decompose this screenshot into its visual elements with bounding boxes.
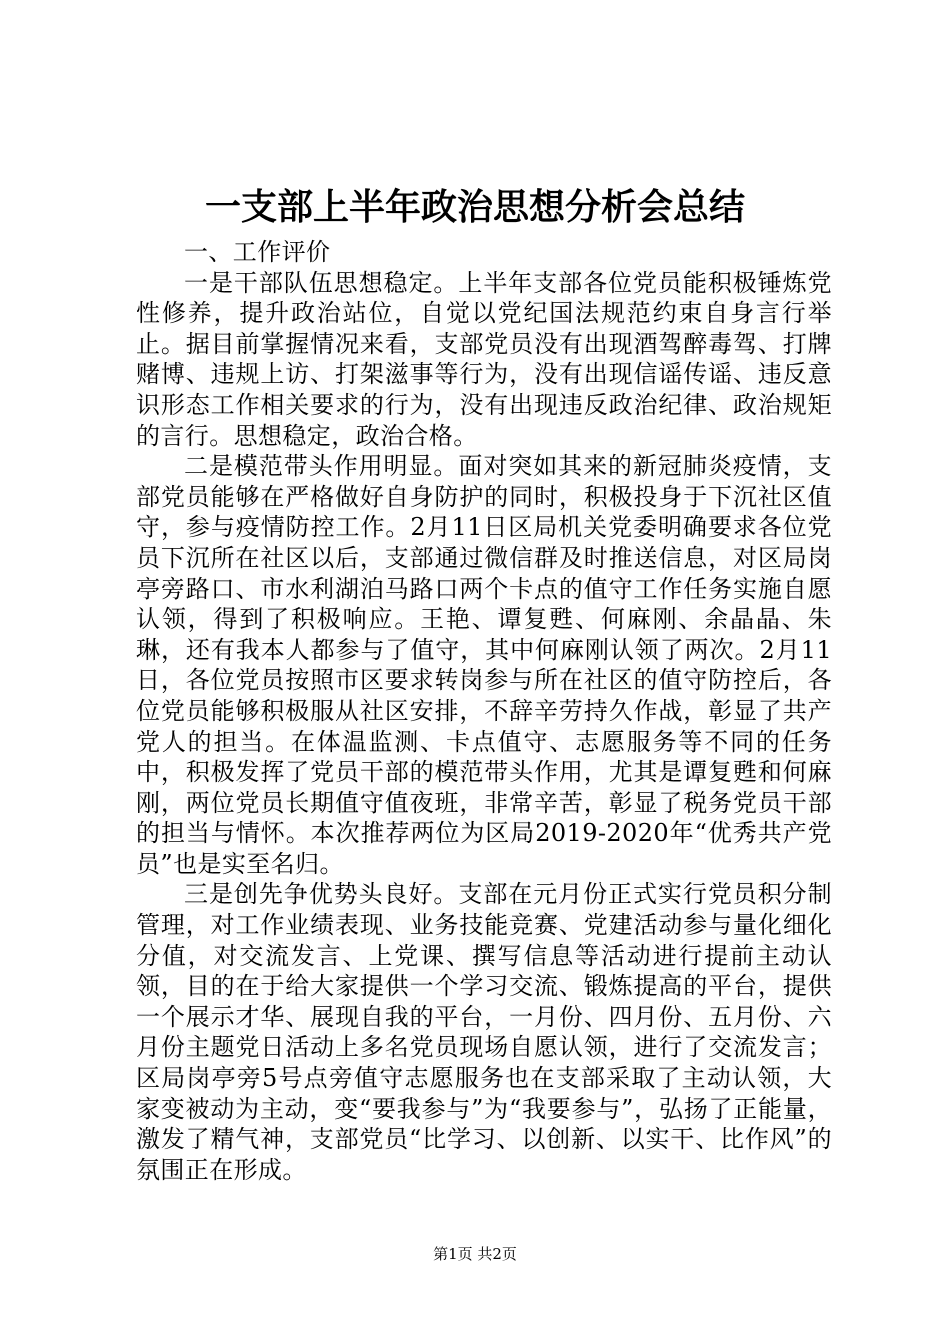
- paragraph-2: 二是模范带头作用明显。面对突如其来的新冠肺炎疫情，支部党员能够在严格做好自身防护的同时，积极投身于下沉社区值守，参与疫情防控工作。2月11日区局机关党委明确要求各位党员下沉所在社区以后，支部通过微信群及时推送信息，对区局岗亭旁路口、市水利湖泊马路口两个卡点的值守工作任务实施自愿认领，得到了积极响应。王艳、谭复甦、何麻刚、余晶晶、朱琳，还有我本人都参与了值守，其中何麻刚认领了两次。2月11日，各位党员按照市区要求转岗参与所在社区的值守防控后，各位党员能够积极服从社区安排，不辞辛劳持久作战，彰显了共产党人的担当。在体温监测、卡点值守、志愿服务等不同的任务中，积极发挥了党员干部的模范带头作用，尤其是谭复甦和何麻刚，两位党员长期值守值夜班，非常辛苦，彰显了税务党员干部的担当与情怀。本次推荐两位为区局2019-2020年“优秀共产党员”也是实至名归。: [136, 452, 832, 878]
- document-body: [136, 237, 832, 1185]
- section-heading: 一、工作评价: [184, 238, 331, 266]
- paragraph-1: 一是干部队伍思想稳定。上半年支部各位党员能积极锤炼党性修养，提升政治站位，自觉以党纪国法规范约束自身言行举止。据目前掌握情况来看，支部党员没有出现酒驾醉毒驾、打牌赌博、违规上访、打架滋事等行为，没有出现信谣传谣、违反意识形态工作相关要求的行为，没有出现违反政治纪律、政治规矩的言行。思想稳定，政治合格。: [136, 268, 832, 450]
- paragraph-3: 三是创先争优势头良好。支部在元月份正式实行党员积分制管理，对工作业绩表现、业务技能竞赛、党建活动参与量化细化分值，对交流发言、上党课、撰写信息等活动进行提前主动认领，目的在于给大家提供一个学习交流、锻炼提高的平台，提供一个展示才华、展现自我的平台，一月份、四月份、五月份、六月份主题党日活动上多名党员现场自愿认领，进行了交流发言；区局岗亭旁5号点旁值守志愿服务也在支部采取了主动认领，大家变被动为主动，变“要我参与”为“我要参与”，弘扬了正能量，激发了精气神，支部党员“比学习、以创新、以实干、比作风”的氛围正在形成。: [136, 880, 832, 1184]
- document-title: 一支部上半年政治思想分析会总结: [204, 187, 745, 228]
- page-footer: 第1页 共2页: [433, 1245, 517, 1263]
